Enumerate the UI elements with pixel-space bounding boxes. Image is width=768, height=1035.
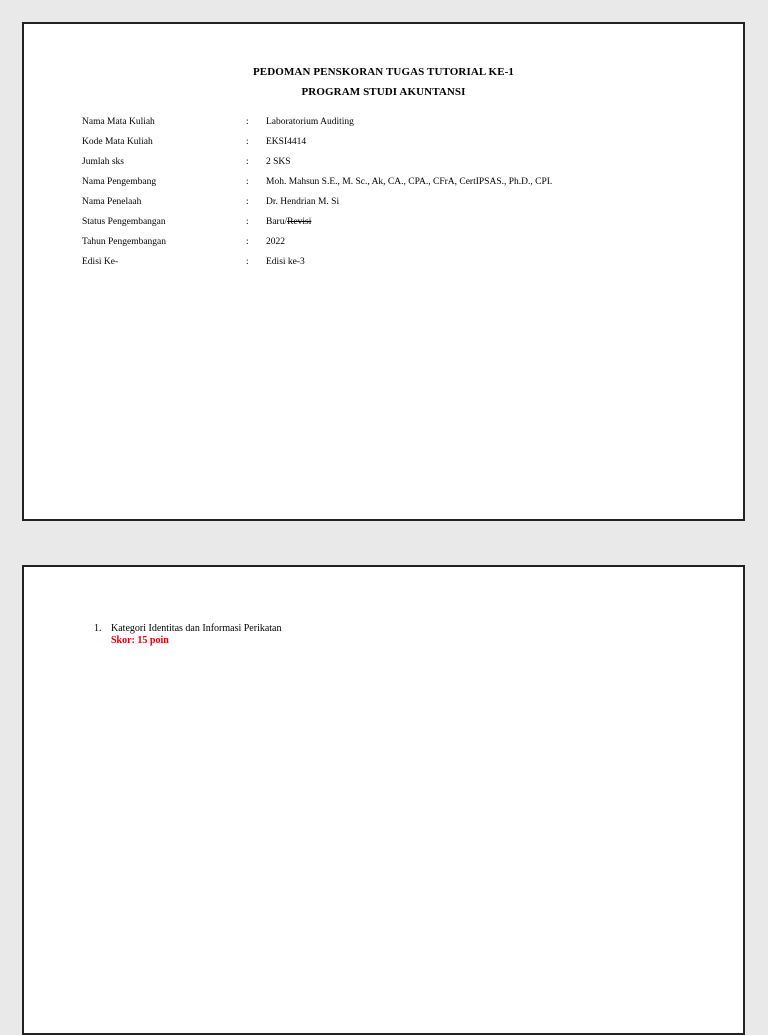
info-row-credits <box>82 152 722 172</box>
document-title: PEDOMAN PENSKORAN TUGAS TUTORIAL KE-1 <box>252 66 515 78</box>
course-info-table <box>82 112 722 272</box>
info-row-developer <box>82 172 722 192</box>
info-value: Edisi ke-3 <box>266 257 305 267</box>
item-text: Kategori Identitas dan Informasi Perikatan <box>111 623 282 634</box>
info-separator: : <box>246 117 249 127</box>
info-row-development-status <box>82 212 722 232</box>
info-row-course-name <box>82 112 722 132</box>
info-row-reviewer <box>82 192 722 212</box>
info-label: Edisi Ke- <box>82 257 119 267</box>
info-value: 2 SKS <box>266 157 291 167</box>
document-page-2 <box>22 565 745 1035</box>
info-label: Nama Penelaah <box>82 197 142 207</box>
info-row-development-year <box>82 232 722 252</box>
info-separator: : <box>246 217 249 227</box>
info-separator: : <box>246 157 249 167</box>
info-separator: : <box>246 197 249 207</box>
info-label: Kode Mata Kuliah <box>82 137 153 147</box>
info-separator: : <box>246 177 249 187</box>
info-row-course-code <box>82 132 722 152</box>
info-label: Status Pengembangan <box>82 217 166 227</box>
item-body <box>111 623 282 646</box>
item-number: 1. <box>94 623 102 634</box>
info-value: EKSI4414 <box>266 137 307 147</box>
status-new: Baru/ <box>266 217 288 227</box>
info-label: Jumlah sks <box>82 157 124 167</box>
item-score: Skor: 15 poin <box>111 635 169 646</box>
info-label: Tahun Pengembangan <box>82 237 167 247</box>
document-subtitle: PROGRAM STUDI AKUNTANSI <box>301 86 466 98</box>
status-revision-struck: Revisi <box>287 217 312 227</box>
info-value <box>266 217 722 227</box>
info-value: 2022 <box>266 237 285 247</box>
info-separator: : <box>246 237 249 247</box>
document-page-1 <box>22 22 745 521</box>
info-separator: : <box>246 137 249 147</box>
info-value: Dr. Hendrian M. Si <box>266 197 340 207</box>
info-value: Moh. Mahsun S.E., M. Sc., Ak, CA., CPA., CFrA, CertIPSAS., Ph.D., CPI. <box>266 177 553 187</box>
info-separator: : <box>246 257 249 267</box>
info-value: Laboratorium Auditing <box>266 117 354 127</box>
scoring-item <box>94 623 282 646</box>
info-row-edition <box>82 252 722 272</box>
info-label: Nama Pengembang <box>82 177 157 187</box>
info-label: Nama Mata Kuliah <box>82 117 155 127</box>
